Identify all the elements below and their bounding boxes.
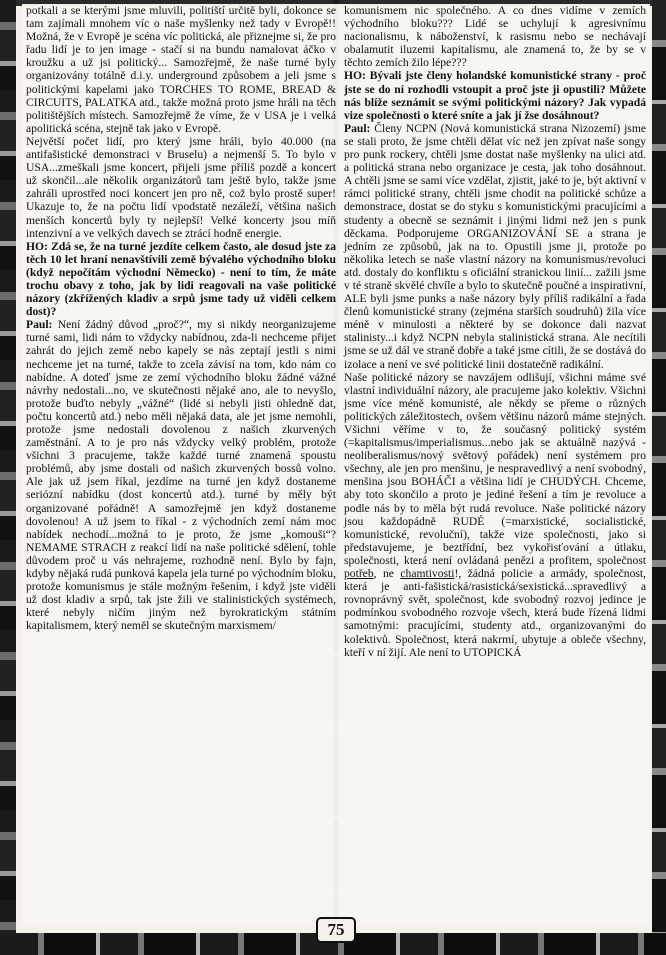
photocopy-border-right (652, 0, 666, 955)
right-column (340, 4, 650, 924)
answer-text: !, žádná policie a armády, společnost, která je anti-fašistická/rasistická/sexistická...spravedlivý a rovnoprávný svět, společnost, kde svobodný rozvoj jedince je podmínkou svobodného rozvoje všech, která bude řízená lidmi samotnými: pracujícími, studenty atd., organizovanými do kolektivů. Společnost, která nakrmí, ubytuje a obleče všechny, kteří v ní žijí. Ale není to UTOPICKÁ (344, 567, 646, 659)
answer-text: Členy NCPN (Nová komunistická strana Nizozemí) jsme se stali proto, že jsme chtěli dělat víc než jen zpívat naše songy pro punk rockery, chtěli jsme dostat naše myšlenky na ulici atd. a politická strana nebo organizace je cesta, jak toho dosáhnout. A chtěli jsme se sami více vzdělat, zjistit, jaké to je, být aktivní v rámci politické strany, chtěli jsme chodit na politické schůze a demonstrace, dostat se do styku s komunistickými pracujícími a studenty a obecně se seznámit i jinými lidmi než jen s punk děckama. Podporujeme ORGANIZOVÁNÍ SE a strana je jedním ze způsobů, jak na to. Opustili jsme ji, protože po několika letech se naše vlastní názory na komunismus/revoluci atd. dostaly do konfliktu s oficiální stranickou linií... zažili jsme v té straně skvělé chvíle a bylo to skutečně poučné a inspirativní, ALE byli jsme punks a naše názory byly příliš radikální a řada členů komunistické strany (zejména starších soudruhů) žila více méně v minulosti a některé by se dokonce dali nazvat stalinisty...i když NCPN nebyla stalinistická strana. Ale necítili jsme se už dál ve straně dobře a také jsme cítili, že se dostává do izolace a není ve své politické linii dostatečně radikální. (344, 121, 646, 371)
interview-question: HO: Zdá se, že na turné jezdíte celkem často, ale dosud jste za těch 10 let hraní nenavštívili země bývalého východního bloku (když nepočítám východní Německo) - není to tím, že máte trochu obavy z toho, jak by lidi reagovali na vaše politické názory (zkřížených kladiv a srpů jsme tady už viděli celkem dost)? (26, 239, 336, 319)
page-number: 75 (316, 917, 356, 943)
answer-text: , ne (373, 567, 401, 581)
paragraph (344, 371, 646, 659)
interview-question: HO: Bývali jste členy holandské komunistické strany - proč jste se do ní rozhodli vstoupit a proč jste ji opustili? Můžete nás blíže seznámit se svými politickými názory? Jak vypadá vize společnosti o které sníte a jak jí žse dosáhnout? (344, 69, 646, 122)
interview-answer (26, 318, 336, 632)
answer-text: Naše politické názory se navzájem odlišují, všichni máme své vlastní individuální názory, ale pracujeme jako kolektiv. Všichni jsme více méně komunisté, ale někdy se přeme o různých politických záležitostech, ovšem většinu názorů máme stejných. Všichni věříme v to, že současný politický systém (=kapitalismus/imperialismus...nebo jak se aktuálně nazývá - neoliberalismus/nový světový pořádek) není systémem pro všechny, ale jen pro menšinu, je nespravedlivý a není svobodný, menšina jsou BOHÁČI a většina lidí je CHUDÝCH. Chceme, aby toto skončilo a proto je jediné řešení a tím je revoluce a podle nás by to měla být rudá revoluce. Naše politické názory jsou každopádně RUDÉ (=marxistické, socialistické, komunistické, revoluční), takže vize společnosti, jako si představujeme, je beztřídní, bez vykořisťování a útlaku, společnosti, která není ovládaná penězi a profitem, společnost (344, 370, 646, 567)
paragraph: Největší počet lidí, pro který jsme hráli, bylo 40.000 (na antifašistické demonstraci v Bruselu) a nejmenší 5. To bylo v USA...zmeškali jsme koncert, přijeli jsme příliš pozdě a koncert už skončil...ale několik organizátorů tam ještě bylo, takže jsme zahráli uprostřed noci koncert jen pro ně, což bylo prostě super! Ukazuje to, že na počtu lidí vpodstatě nezáleží, většina našich menších koncertů byly ty nejlepší! Velké koncerty jsou míň intenzivní a ve velkých davech se ztrácí hodně energie. (26, 134, 336, 240)
speaker-label: Paul: (344, 121, 371, 135)
answer-text: Není žádný důvod „proč?“, my si nikdy neorganizujeme turné sami, lidi nám to vždycky nabídnou, zda-li nechceme přijet zahrát do jejich země nebo kapely se nás zeptají jestli s nimi nechceme jet na turné, takže to zcela závisí na tom, kdo nám co nabídne. A doteď jsme ze zemí východního bloku žádné vážné návrhy nedostali...no, ve skutečnosti nějaké ano, ale to nevyšlo, protože buďto nebyly „vážné“ (lidé si nebyli jisti ohledně dat, počtu koncertů atd.) nebo měli nějaká data, ale jet jsme nemohli, protože jsme nedostali dovolenou z našich zkurvených zaměstnání. A to je pro nás vždycky velký problém, protože všichni 3 pracujeme, takže každé turné znamená spoustu problémů, aby jsme dostali od našich zkurvených bossů volno. Ale jak už jsem říkal, jezdíme na turné jen když dostaneme seriózní nabídku (dost koncertů atd.). turné by měly být organizované pořádně! A samozřejmě jen když dostaneme dovolenou! A už jsem to říkal - z východních zemí nám moc nabídek nechodí...možná to je proto, že jsme „komouši“? NEMAME STRACH z reakcí lidí na naše politické sdělení, tohle důvodem proč u vás nehrajeme, rozhodně není. Bylo by fajn, kdyby nějaká rudá punková kapela jela turné po východním bloku, protože komunismus je stále možným řešením, i když jste viděli už dost kladiv a srpů, tak jste žili ve stalinistických systémech, které nebyly ničím jiným než byrokratickým státním kapitalismem, který neměl se skutečným marxismem/ (26, 318, 336, 633)
paragraph: komunismem nic společného. A co dnes vidíme v zemích východního bloku??? Lidé se uchylují k agresivnímu nacionalismu, k náboženství, k rasismu nebo se nechávají obalamutit iluzemi kapitalismu, ale znamená to, že by se v těchto zemích žilo lépe??? (344, 4, 646, 70)
interview-answer (344, 122, 646, 371)
left-column (22, 4, 340, 924)
paragraph: potkali a se kterými jsme mluvili, politiští určitě byli, dokonce se tam zajímali mnohem víc o naše myšlenky než tady v Evropě!! Možná, že v Evropě je scéna víc politická, ale přiznejme si, že pro řadu lidí je to jen image - stačí si na bundu namalovat áčko v kroužku a už jsi politický... Samozřejmě, že naše turné byly organizovány totálně d.i.y. underground způsobem a jeli jsme s politickými kapelami jako TORCHES TO ROME, BREAD & CIRCUITS, PALATKA atd., takže možná proto jsme hráli na těch politištějších místech. Samozřejmě že víme, že v USA je i velká apolitická scéna, stejně tak jako v Evropě. (26, 4, 336, 135)
speaker-label: Paul: (26, 318, 53, 332)
underlined-word: potřeb (344, 567, 374, 581)
underlined-word: chamtivosti (400, 567, 455, 581)
photocopy-border-left (0, 0, 16, 955)
